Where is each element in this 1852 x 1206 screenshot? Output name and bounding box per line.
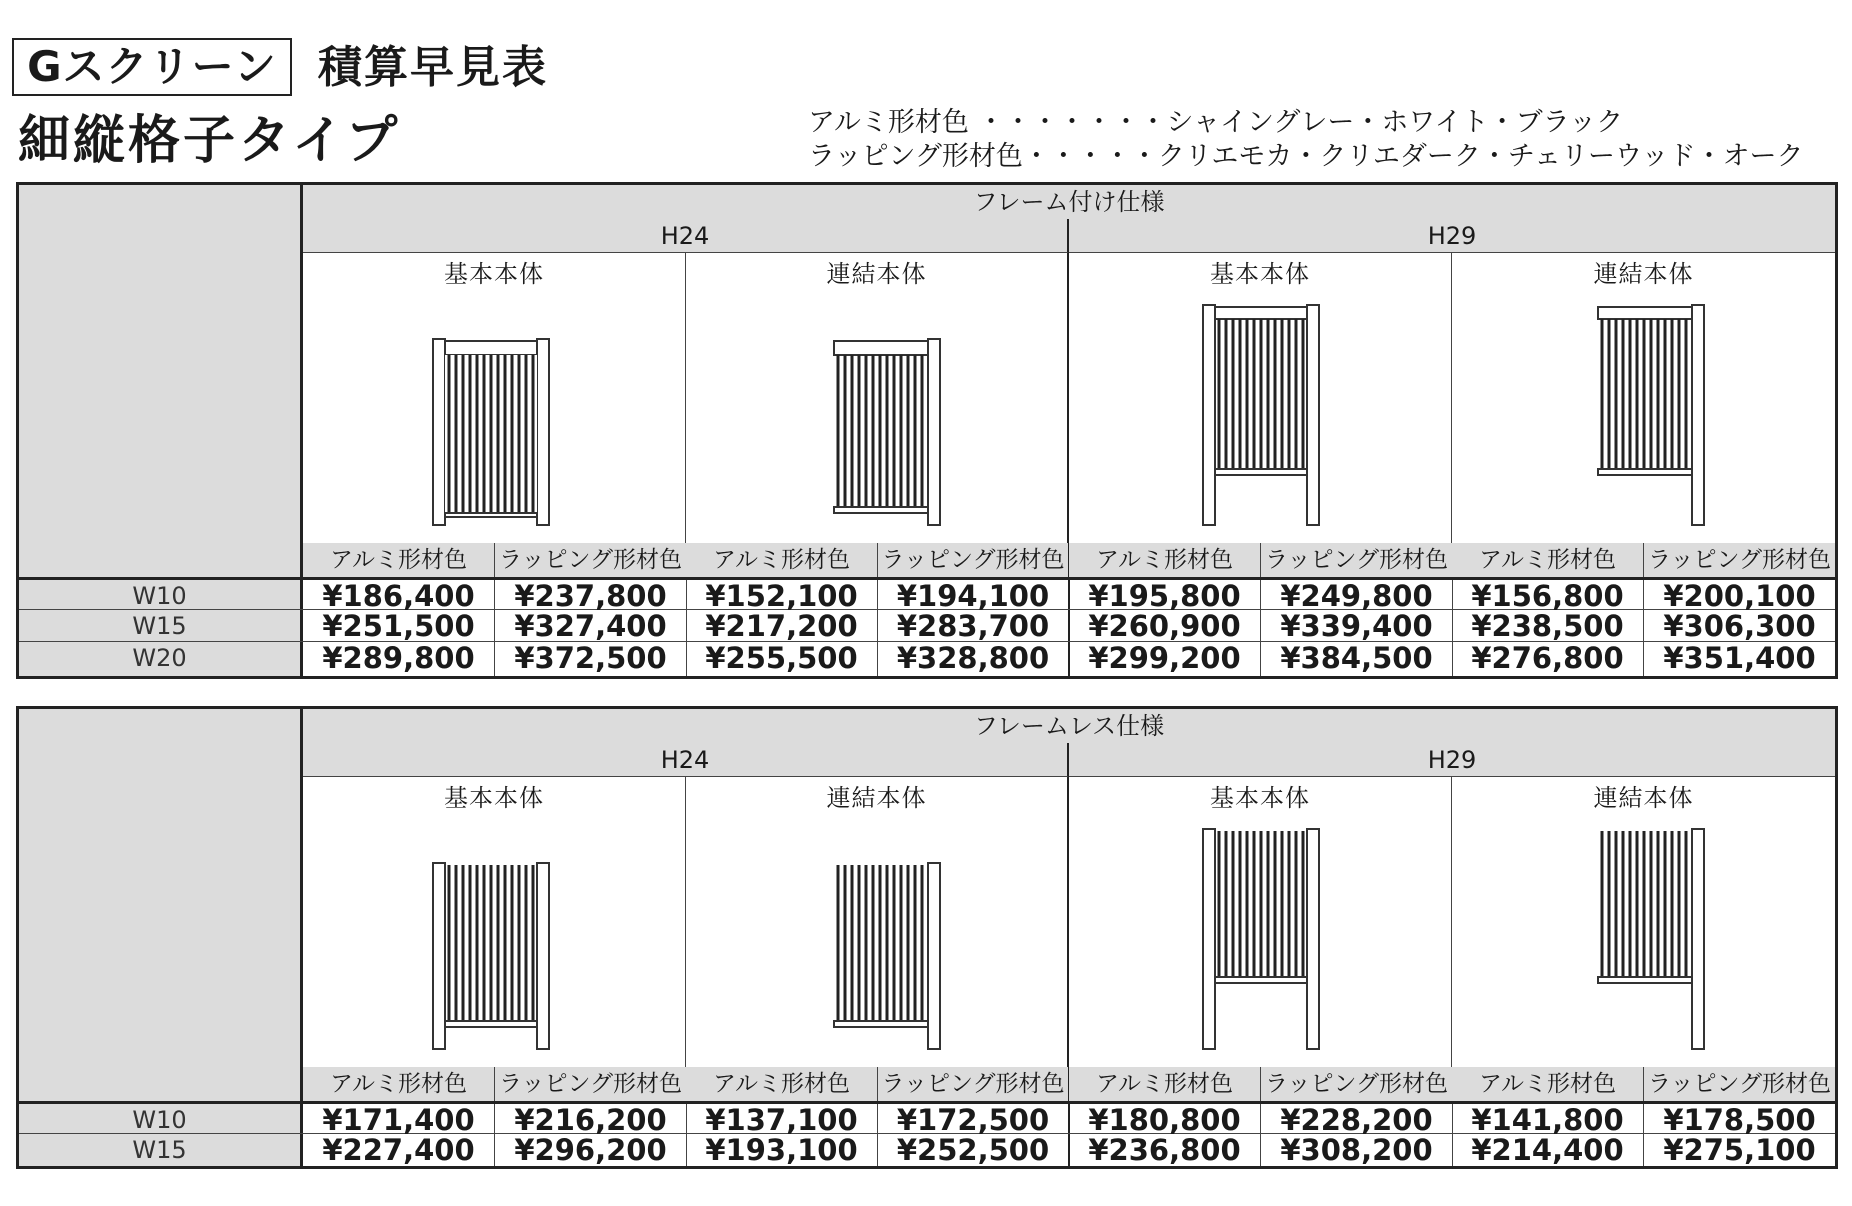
body-cell-h29-connect [1452, 777, 1835, 1067]
screen-illustration [1201, 303, 1321, 527]
price-cell: ¥172,500 [878, 1104, 1070, 1133]
screen-illustration [832, 861, 942, 1051]
aluminium-colors-line: アルミ形材色 ・・・・・・・シャイングレー・ホワイト・ブラック [808, 107, 1624, 138]
column-header-aluminium: アルミ形材色 [1452, 543, 1644, 577]
table-row [19, 642, 1835, 676]
column-header-aluminium: アルミ形材色 [1069, 1067, 1261, 1101]
body-label: 連結本体 [1593, 260, 1694, 288]
row-label: W15 [19, 610, 303, 641]
body-label: 基本本体 [444, 260, 544, 288]
body-cell-h29-basic [1069, 777, 1452, 1067]
column-header-aluminium: アルミ形材色 [686, 1067, 878, 1101]
price-cell: ¥200,100 [1663, 579, 1816, 613]
height-header-h29: H29 [1069, 219, 1835, 253]
column-header-wrapping: ラッピング形材色 [495, 1067, 687, 1101]
price-cell: ¥249,800 [1261, 580, 1453, 609]
body-label: 基本本体 [444, 784, 544, 812]
price-cell: ¥237,800 [495, 580, 687, 609]
row-label: W20 [19, 642, 303, 676]
price-cell: ¥238,500 [1452, 610, 1644, 641]
price-cell: ¥372,500 [495, 642, 687, 676]
height-header-h24: H24 [303, 219, 1069, 253]
column-header-wrapping: ラッピング形材色 [878, 543, 1070, 577]
body-label: 連結本体 [826, 260, 927, 288]
price-cell: ¥339,400 [1261, 610, 1453, 641]
body-cell-h29-basic [1069, 253, 1452, 543]
price-cell: ¥214,400 [1452, 1134, 1644, 1166]
body-label: 基本本体 [1210, 260, 1310, 288]
price-cell: ¥251,500 [303, 610, 495, 641]
price-cell: ¥327,400 [495, 610, 687, 641]
price-cell: ¥194,100 [878, 580, 1070, 609]
screen-illustration [1201, 827, 1321, 1051]
table-row [19, 577, 1835, 613]
price-cell: ¥306,300 [1663, 609, 1816, 643]
price-table-frameless [16, 706, 1838, 1169]
body-cell-h24-basic [303, 777, 686, 1067]
table-row [19, 1134, 1835, 1166]
column-header-aluminium: アルミ形材色 [303, 543, 495, 577]
body-cell-h24-connect [686, 777, 1069, 1067]
row-label: W10 [19, 1104, 303, 1133]
price-cell: ¥296,200 [495, 1134, 687, 1166]
spec-header: フレーム付け仕様 [303, 185, 1835, 220]
body-cell-h29-connect [1452, 253, 1835, 543]
screen-illustration [431, 337, 551, 527]
price-cell: ¥152,100 [686, 580, 878, 609]
price-cell: ¥252,500 [878, 1134, 1070, 1166]
price-cell: ¥193,100 [686, 1134, 878, 1166]
screen-illustration [1596, 827, 1706, 1051]
row-label: W15 [19, 1134, 303, 1166]
price-cell: ¥137,100 [686, 1104, 878, 1133]
type-title: 細縦格子タイプ [18, 111, 401, 171]
screen-illustration [431, 861, 551, 1051]
column-header-wrapping: ラッピング形材色 [1261, 1067, 1453, 1101]
spec-header: フレームレス仕様 [303, 709, 1835, 744]
color-options [808, 106, 1804, 174]
column-header-aluminium: アルミ形材色 [1069, 543, 1261, 577]
body-label: 連結本体 [1593, 784, 1694, 812]
price-cell: ¥289,800 [303, 642, 495, 676]
price-cell: ¥236,800 [1069, 1134, 1261, 1166]
table-corner [19, 185, 303, 577]
column-header-wrapping: ラッピング形材色 [495, 543, 687, 577]
body-label: 連結本体 [826, 784, 927, 812]
column-header-aluminium: アルミ形材色 [1452, 1067, 1644, 1101]
screen-illustration [832, 337, 942, 527]
column-header-wrapping: ラッピング形材色 [1644, 1067, 1835, 1101]
price-cell: ¥299,200 [1069, 642, 1261, 676]
price-cell: ¥227,400 [303, 1134, 495, 1166]
brand-box: Gスクリーン [12, 38, 292, 96]
price-cell: ¥156,800 [1452, 580, 1644, 609]
column-header-wrapping: ラッピング形材色 [878, 1067, 1070, 1101]
price-cell: ¥178,500 [1663, 1103, 1816, 1137]
price-cell: ¥255,500 [686, 642, 878, 676]
price-cell: ¥275,100 [1663, 1133, 1816, 1167]
column-header-wrapping: ラッピング形材色 [1644, 543, 1835, 577]
body-cell-h24-connect [686, 253, 1069, 543]
body-label: 基本本体 [1210, 784, 1310, 812]
price-table-frame [16, 182, 1838, 679]
price-cell: ¥216,200 [495, 1104, 687, 1133]
price-cell: ¥283,700 [878, 610, 1070, 641]
height-header-h24: H24 [303, 743, 1069, 777]
price-cell: ¥308,200 [1261, 1134, 1453, 1166]
screen-illustration [1596, 303, 1706, 527]
height-header-h29: H29 [1069, 743, 1835, 777]
table-row [19, 1101, 1835, 1137]
table-corner [19, 709, 303, 1101]
price-cell: ¥217,200 [686, 610, 878, 641]
price-cell: ¥276,800 [1452, 642, 1644, 676]
price-cell: ¥141,800 [1452, 1104, 1644, 1133]
price-cell: ¥195,800 [1069, 580, 1261, 609]
price-cell: ¥228,200 [1261, 1104, 1453, 1133]
price-cell: ¥328,800 [878, 642, 1070, 676]
column-header-aluminium: アルミ形材色 [303, 1067, 495, 1101]
body-cell-h24-basic [303, 253, 686, 543]
column-header-wrapping: ラッピング形材色 [1261, 543, 1453, 577]
column-header-aluminium: アルミ形材色 [686, 543, 878, 577]
price-cell: ¥384,500 [1261, 642, 1453, 676]
price-cell: ¥171,400 [303, 1104, 495, 1133]
price-cell: ¥351,400 [1663, 641, 1816, 675]
price-cell: ¥180,800 [1069, 1104, 1261, 1133]
sheet-title: 積算早見表 [318, 42, 548, 93]
table-row [19, 610, 1835, 642]
row-label: W10 [19, 580, 303, 609]
price-cell: ¥260,900 [1069, 610, 1261, 641]
price-cell: ¥186,400 [303, 580, 495, 609]
wrapping-colors-line: ラッピング形材色・・・・・クリエモカ・クリエダーク・チェリーウッド・オーク [808, 141, 1804, 172]
